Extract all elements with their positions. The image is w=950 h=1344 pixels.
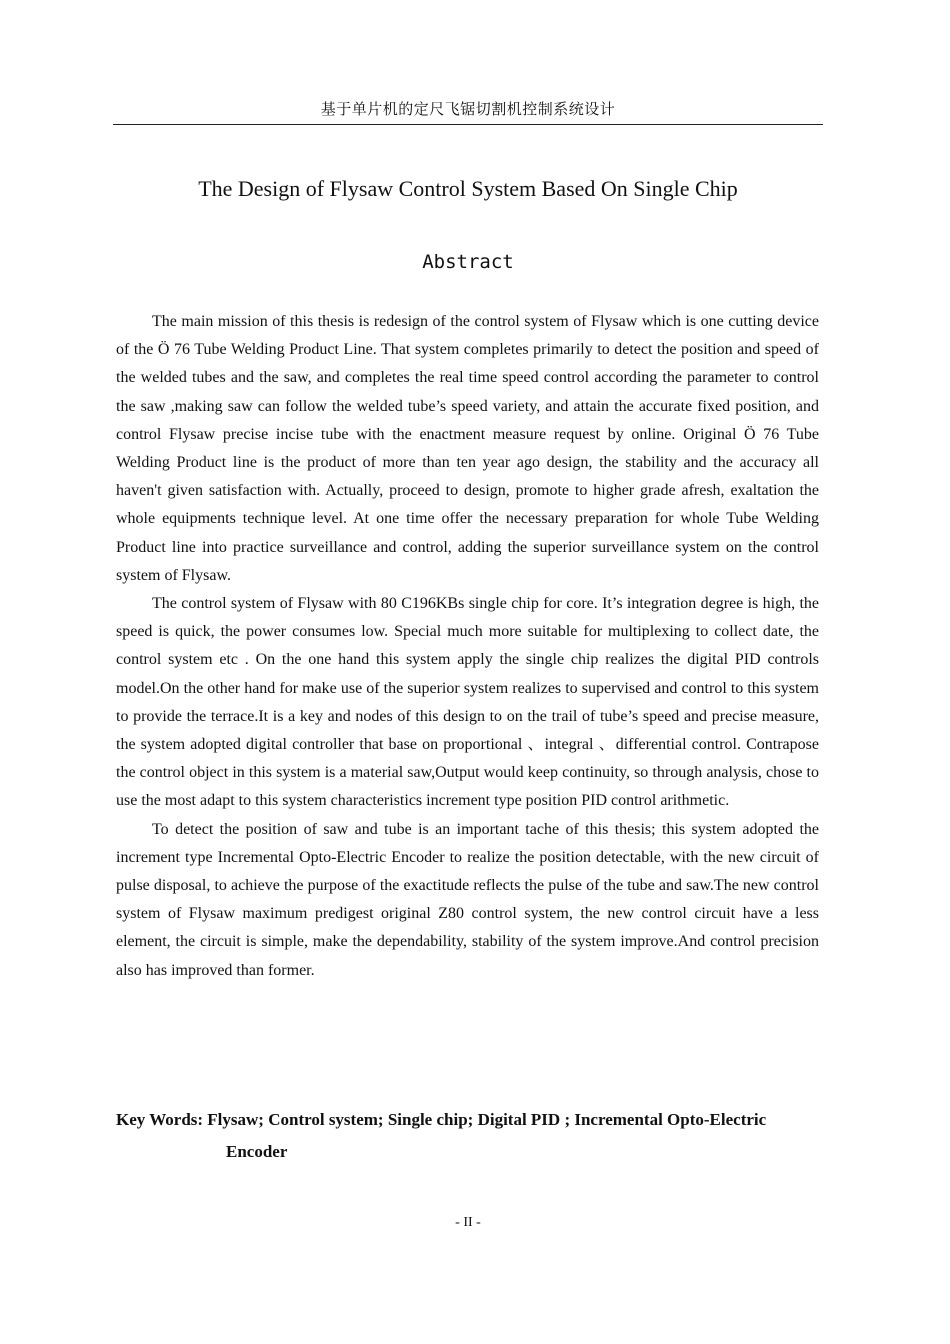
abstract-paragraph: To detect the position of saw and tube is an important tache of this thesis; this system adopted the increment type Incremental Opto-Electric Encoder to realize the position detectable, with the new circuit of pulse disposal, to achieve the purpose of the exactitude reflects the pulse of the tube and saw.The new control system of Flysaw maximum predigest original Z80 control system, the new control circuit have a less element, the circuit is simple, make the dependability, stability of the system improve.And control precision also has improved than former. bbox=[116, 820, 819, 979]
abstract-body bbox=[116, 308, 819, 985]
keywords-line: Key Words: Flysaw; Control system; Single chip; Digital PID ; Incremental Opto-Electric bbox=[116, 1110, 767, 1129]
keywords-line-continued: Encoder bbox=[226, 1142, 288, 1161]
abstract-heading: Abstract bbox=[422, 251, 514, 273]
paper-title: The Design of Flysaw Control System Based On Single Chip bbox=[198, 176, 738, 201]
keywords bbox=[116, 1104, 826, 1168]
page-number: - II - bbox=[455, 1215, 481, 1230]
abstract-paragraph: The control system of Flysaw with 80 C196KBs single chip for core. It’s integration degree is high, the speed is quick, the power consumes low. Special much more suitable for multiplexing to collect date, the control system etc . On the one hand this system apply the single chip realizes the digital PID controls model.On the other hand for make use of the superior system realizes to supervised and control to this system to provide the terrace.It is a key and nodes of this design to on the trail of tube’s speed and precise measure, the system adopted digital controller that base on proportional 、integral 、differential control. Contrapose the control object in this system is a material saw,Output would keep continuity, so through analysis, chose to use the most adapt to this system characteristics increment type position PID control arithmetic. bbox=[116, 595, 819, 810]
abstract-paragraph: The main mission of this thesis is redesign of the control system of Flysaw which is one cutting device of the Ö 76 Tube Welding Product Line. That system completes primarily to detect the position and speed of the welded tubes and the saw, and completes the real time speed control according the parameter to control the saw ,making saw can follow the welded tube’s speed variety, and attain the accurate fixed position, and control Flysaw precise incise tube with the enactment measure request by online. Original Ö 76 Tube Welding Product line is the product of more than ten year ago design, the stability and the accuracy all haven't given satisfaction with. Actually, proceed to design, promote to higher grade afresh, exaltation the whole equipments technique level. At one time offer the necessary preparation for whole Tube Welding Product line into practice surveillance and control, adding the superior surveillance system on the control system of Flysaw. bbox=[116, 313, 819, 584]
header-rule bbox=[113, 124, 823, 125]
running-header: 基于单片机的定尺飞锯切割机控制系统设计 bbox=[320, 100, 616, 118]
